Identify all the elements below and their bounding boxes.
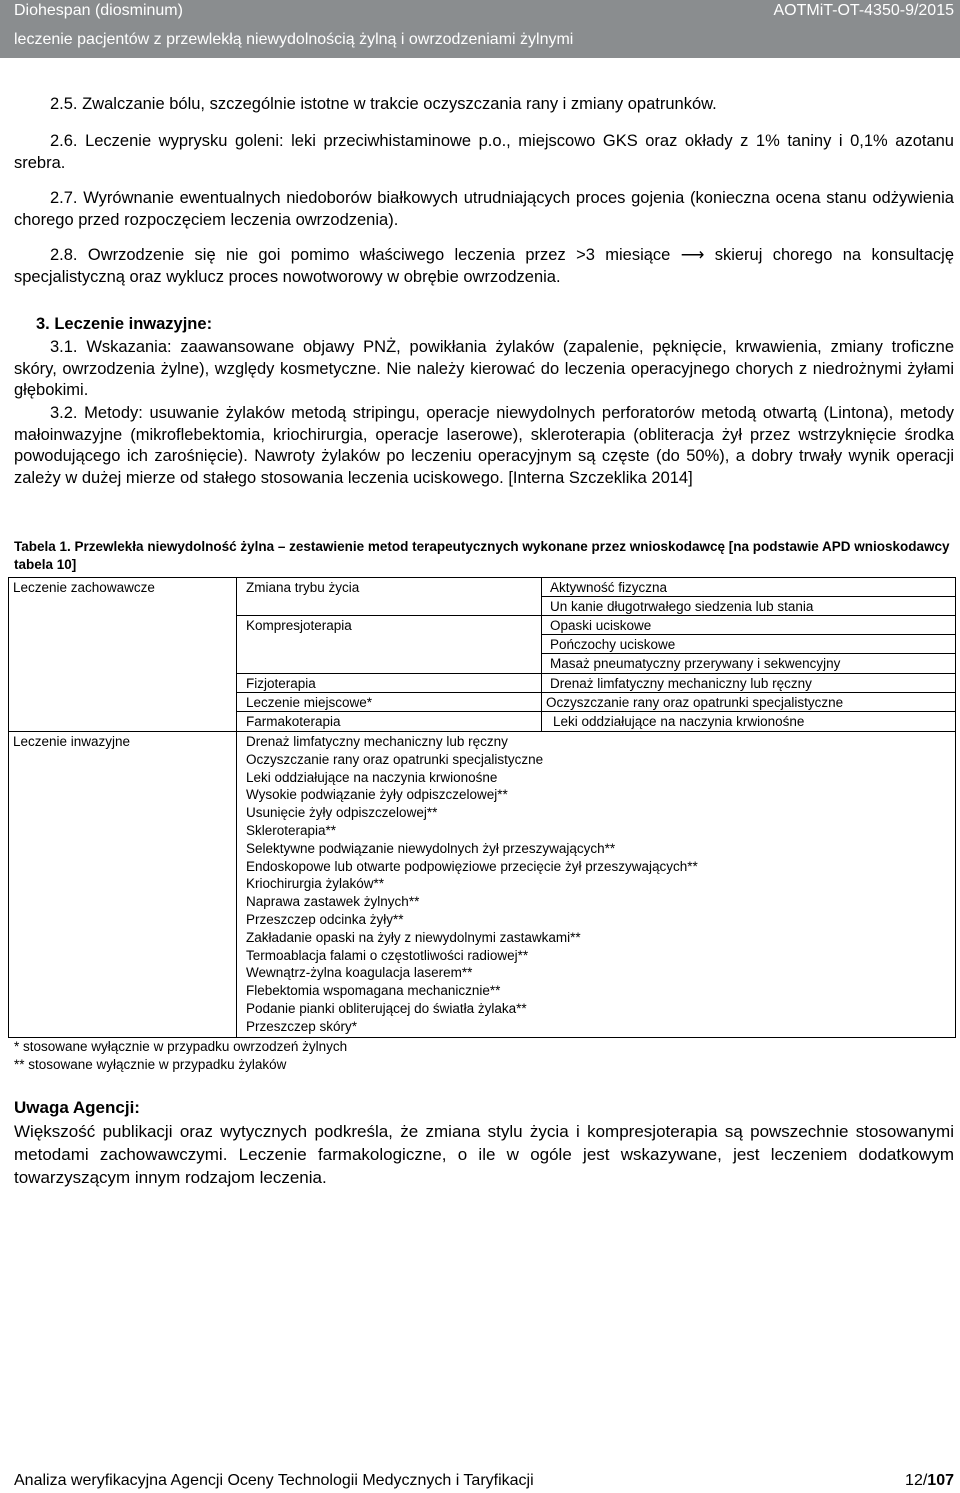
inv-item: Drenaż limfatyczny mechaniczny lub ręczny xyxy=(246,734,508,749)
item-3-2: 3.2. Metody: usuwanie żylaków metodą stripingu, operacje niewydolnych perforatorów metodą otwartą (Lintona), metody małoinwazyjne (mikroflebektomia, kriochirurgia, operacje laserowe), skleroterapia (obliteracja żył przez wstrzyknięcie środka powodującego ich zarośnięcie). Nawroty żylaków po leczeniu operacyjnym są częste (do 50%), a dobry trwały wynik operacji zależy w dużej mierze od stałego stosowania leczenia uciskowego. [Interna Szczeklika 2014] xyxy=(14,404,954,487)
section-3-heading: 3. Leczenie inwazyjne: xyxy=(36,315,213,333)
therapy-table xyxy=(8,577,956,1037)
cons-item: Drenaż limfatyczny mechaniczny lub ręczny xyxy=(550,676,812,691)
inv-item: Kriochirurgia żylaków** xyxy=(246,876,385,892)
header-indication: leczenie pacjentów z przewlekłą niewydolnością żylną i owrzodzeniami żylnymi xyxy=(14,31,574,48)
inv-item: Usunięcie żyły odpiszczelowej** xyxy=(246,805,438,821)
inv-item: Wysokie podwiązanie żyły odpiszczelowej** xyxy=(246,787,508,803)
inv-item: Podanie pianki obliterującej do światła żylaka** xyxy=(246,1001,527,1016)
cons-item: Leki oddziałujące na naczynia krwionośne xyxy=(553,714,805,729)
cons-cat: Farmakoterapia xyxy=(246,714,341,729)
table-note-2: ** stosowane wyłącznie w przypadku żylaków xyxy=(14,1057,287,1072)
footer-left: Analiza weryfikacyjna Agencji Oceny Technologii Medycznych i Taryfikacji xyxy=(14,1472,534,1489)
cons-item: Pończochy uciskowe xyxy=(550,637,676,652)
item-2-6: 2.6. Leczenie wyprysku goleni: leki przeciwhistaminowe p.o., miejscowo GKS oraz okłady z 1% taniny i 0,1% azotanu srebra. xyxy=(14,132,954,172)
table-caption: Tabela 1. Przewlekła niewydolność żylna – zestawienie metod terapeutycznych wykonane przez wnioskodawcę [na podstawie APD wnioskodawcy tabela 10] xyxy=(14,539,950,572)
page-header xyxy=(0,0,960,58)
cons-cat: Fizjoterapia xyxy=(246,676,316,691)
inv-item: Przeszczep odcinka żyły** xyxy=(246,912,404,927)
footer-page xyxy=(905,1472,954,1490)
cons-item: Un kanie długotrwałego siedzenia lub stania xyxy=(550,599,814,614)
cons-cat: Zmiana trybu życia xyxy=(246,580,360,595)
item-2-5: 2.5. Zwalczanie bólu, szczególnie istotne w trakcie oczyszczania rany i zmiany opatrunków. xyxy=(50,95,717,113)
table-note-1: * stosowane wyłącznie w przypadku owrzodzeń żylnych xyxy=(14,1039,348,1054)
header-report-id: AOTMiT-OT-4350-9/2015 xyxy=(773,2,954,19)
inv-item: Oczyszczanie rany oraz opatrunki specjalistyczne xyxy=(246,751,544,767)
inv-item: Zakładanie opaski na żyły z niewydolnymi zastawkami** xyxy=(246,929,581,945)
inv-item: Leki oddziałujące na naczynia krwionośne xyxy=(246,769,498,785)
agency-heading: Uwaga Agencji: xyxy=(14,1098,140,1117)
inv-item: Endoskopowe lub otwarte podpowięziowe przecięcie żył przeszywających** xyxy=(246,858,698,874)
inv-item: Termoablacja falami o częstotliwości radiowej** xyxy=(246,947,529,963)
inv-item: Przeszczep skóry* xyxy=(246,1018,358,1034)
cons-cat: Kompresjoterapia xyxy=(246,618,352,633)
inv-item: Naprawa zastawek żylnych** xyxy=(246,894,420,910)
item-2-7: 2.7. Wyrównanie ewentualnych niedoborów białkowych utrudniających proces gojenia (konieczna ocena stanu odżywienia chorego przed rozpoczęciem leczenia owrzodzenia). xyxy=(14,189,954,229)
cons-item: Masaż pneumatyczny przerywany i sekwencyjny xyxy=(550,656,841,671)
cons-label: Leczenie zachowawcze xyxy=(13,580,155,595)
cons-cat: Leczenie miejscowe* xyxy=(246,695,373,710)
inv-item: Selektywne podwiązanie niewydolnych żył przeszywających** xyxy=(246,840,616,856)
inv-item: Flebektomia wspomagana mechanicznie** xyxy=(246,983,501,999)
agency-text: Większość publikacji oraz wytycznych podkreśla, że zmiana stylu życia i kompresjoterapia są powszechnie stosowanymi metodami zachowawczymi. Leczenie farmakologiczne, o ile w ogóle jest wskazywane, jest leczeniem dodatkowym towarzyszącym innym rodzajom leczenia. xyxy=(14,1122,954,1187)
item-2-8: 2.8. Owrzodzenie się nie goi pomimo właściwego leczenia przez >3 miesiące ⟶ skieruj chorego na konsultację specjalistyczną oraz wyklucz proces nowotworowy w obrębie owrzodzenia. xyxy=(14,246,954,286)
page-total: 107 xyxy=(927,1472,954,1489)
cons-item: Opaski uciskowe xyxy=(550,618,652,633)
cons-item: Oczyszczanie rany oraz opatrunki specjalistyczne xyxy=(546,695,844,710)
inv-label: Leczenie inwazyjne xyxy=(13,734,131,749)
inv-item: Skleroterapia** xyxy=(246,823,337,838)
header-drug-name: Diohespan (diosminum) xyxy=(14,2,183,19)
page-number: 12/ xyxy=(905,1472,928,1489)
item-3-1: 3.1. Wskazania: zaawansowane objawy PNŻ, powikłania żylaków (zapalenie, pęknięcie, krwawienia, zmiany troficzne skóry, owrzodzenia żylne), względy kosmetyczne. Nie należy kierować do leczenia operacyjnego chorych z niedrożnymi żyłami głębokimi. xyxy=(14,338,954,400)
cons-item: Aktywność fizyczna xyxy=(550,580,668,595)
inv-item: Wewnątrz-żylna koagulacja laserem** xyxy=(246,965,473,981)
